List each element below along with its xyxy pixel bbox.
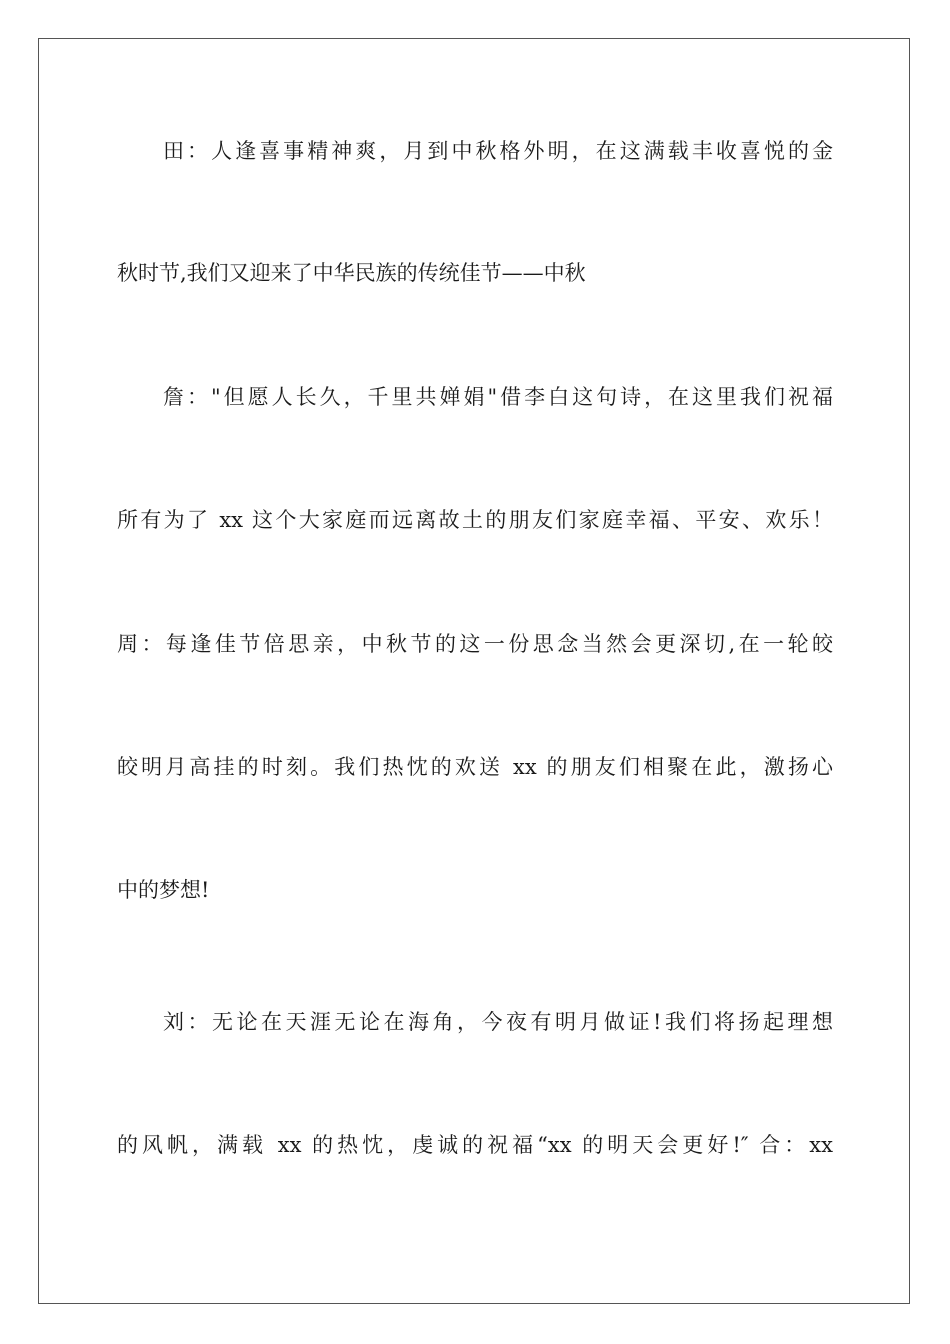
paragraph-zhou-line-1: 周：每逢佳节倍思亲，中秋节的这一份思念当然会更深切,在一轮皎 (117, 632, 833, 656)
paragraph-tian-line-1: 田：人逢喜事精神爽，月到中秋格外明，在这满载丰收喜悦的金 (163, 139, 833, 163)
paragraph-liu-line-2: 的风帆，满载 xx 的热忱，虔诚的祝福“xx 的明天会更好!″ 合：xx (117, 1133, 833, 1157)
paragraph-zhou-line-3: 中的梦想! (117, 878, 210, 902)
paragraph-zhan-line-1: 詹："但愿人长久，千里共婵娟"借李白这句诗，在这里我们祝福 (163, 385, 833, 409)
paragraph-zhan-line-2: 所有为了 xx 这个大家庭而远离故土的朋友们家庭幸福、平安、欢乐！ (117, 508, 833, 532)
paragraph-liu-line-1: 刘：无论在天涯无论在海角，今夜有明月做证!我们将扬起理想 (163, 1010, 833, 1034)
paragraph-tian-line-2: 秋时节,我们又迎来了中华民族的传统佳节——中秋 (117, 261, 586, 285)
paragraph-zhou-line-2: 皎明月高挂的时刻。我们热忱的欢送 xx 的朋友们相聚在此，激扬心 (117, 755, 833, 779)
page-frame (38, 38, 910, 1304)
